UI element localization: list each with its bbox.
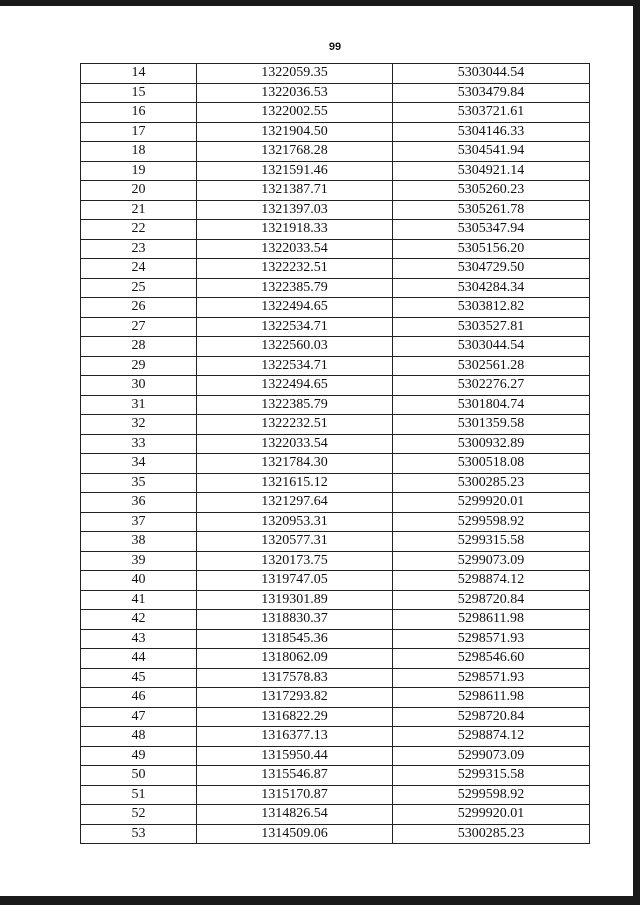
table-row [81, 200, 590, 220]
point-number-cell: 35 [81, 473, 197, 493]
x-coordinate-cell: 1321397.03 [197, 200, 393, 220]
y-coordinate-cell: 5301804.74 [393, 395, 590, 415]
y-coordinate-cell: 5303812.82 [393, 298, 590, 318]
x-coordinate-cell: 1321918.33 [197, 220, 393, 240]
table-row [81, 493, 590, 513]
y-coordinate-cell: 5304284.34 [393, 278, 590, 298]
y-coordinate-cell: 5298874.12 [393, 727, 590, 747]
y-coordinate-cell: 5305156.20 [393, 239, 590, 259]
y-coordinate-cell: 5298546.60 [393, 649, 590, 669]
point-number-cell: 50 [81, 766, 197, 786]
scan-border-bottom [0, 896, 640, 905]
x-coordinate-cell: 1322232.51 [197, 259, 393, 279]
table-row [81, 629, 590, 649]
x-coordinate-cell: 1321591.46 [197, 161, 393, 181]
x-coordinate-cell: 1315950.44 [197, 746, 393, 766]
x-coordinate-cell: 1315546.87 [197, 766, 393, 786]
x-coordinate-cell: 1314826.54 [197, 805, 393, 825]
y-coordinate-cell: 5305347.94 [393, 220, 590, 240]
x-coordinate-cell: 1321904.50 [197, 122, 393, 142]
coordinates-table [80, 63, 590, 844]
point-number-cell: 33 [81, 434, 197, 454]
table-row [81, 551, 590, 571]
y-coordinate-cell: 5301359.58 [393, 415, 590, 435]
x-coordinate-cell: 1317293.82 [197, 688, 393, 708]
coordinates-table-body [81, 64, 590, 844]
x-coordinate-cell: 1322033.54 [197, 239, 393, 259]
table-row [81, 824, 590, 844]
x-coordinate-cell: 1322059.35 [197, 64, 393, 84]
x-coordinate-cell: 1316377.13 [197, 727, 393, 747]
point-number-cell: 49 [81, 746, 197, 766]
table-row [81, 610, 590, 630]
y-coordinate-cell: 5303044.54 [393, 337, 590, 357]
point-number-cell: 20 [81, 181, 197, 201]
page-number: 99 [328, 41, 342, 53]
point-number-cell: 28 [81, 337, 197, 357]
point-number-cell: 41 [81, 590, 197, 610]
table-row [81, 688, 590, 708]
scan-border-top [0, 0, 640, 6]
table-row [81, 83, 590, 103]
point-number-cell: 22 [81, 220, 197, 240]
point-number-cell: 44 [81, 649, 197, 669]
point-number-cell: 21 [81, 200, 197, 220]
x-coordinate-cell: 1322385.79 [197, 395, 393, 415]
point-number-cell: 30 [81, 376, 197, 396]
y-coordinate-cell: 5299598.92 [393, 512, 590, 532]
y-coordinate-cell: 5303044.54 [393, 64, 590, 84]
x-coordinate-cell: 1321768.28 [197, 142, 393, 162]
point-number-cell: 48 [81, 727, 197, 747]
x-coordinate-cell: 1320173.75 [197, 551, 393, 571]
y-coordinate-cell: 5302276.27 [393, 376, 590, 396]
y-coordinate-cell: 5299920.01 [393, 805, 590, 825]
point-number-cell: 18 [81, 142, 197, 162]
x-coordinate-cell: 1318062.09 [197, 649, 393, 669]
table-row [81, 161, 590, 181]
point-number-cell: 53 [81, 824, 197, 844]
table-row [81, 649, 590, 669]
y-coordinate-cell: 5300285.23 [393, 473, 590, 493]
table-row [81, 337, 590, 357]
table-row [81, 571, 590, 591]
point-number-cell: 51 [81, 785, 197, 805]
x-coordinate-cell: 1314509.06 [197, 824, 393, 844]
x-coordinate-cell: 1322494.65 [197, 376, 393, 396]
y-coordinate-cell: 5299315.58 [393, 532, 590, 552]
table-row [81, 805, 590, 825]
table-row [81, 122, 590, 142]
table-row [81, 181, 590, 201]
x-coordinate-cell: 1322534.71 [197, 356, 393, 376]
scan-border-right [633, 0, 640, 905]
x-coordinate-cell: 1321387.71 [197, 181, 393, 201]
x-coordinate-cell: 1319301.89 [197, 590, 393, 610]
y-coordinate-cell: 5299920.01 [393, 493, 590, 513]
table-row [81, 298, 590, 318]
point-number-cell: 37 [81, 512, 197, 532]
table-row [81, 239, 590, 259]
point-number-cell: 26 [81, 298, 197, 318]
y-coordinate-cell: 5300518.08 [393, 454, 590, 474]
table-row [81, 259, 590, 279]
y-coordinate-cell: 5298571.93 [393, 668, 590, 688]
point-number-cell: 38 [81, 532, 197, 552]
table-row [81, 317, 590, 337]
x-coordinate-cell: 1322002.55 [197, 103, 393, 123]
point-number-cell: 25 [81, 278, 197, 298]
point-number-cell: 42 [81, 610, 197, 630]
point-number-cell: 23 [81, 239, 197, 259]
y-coordinate-cell: 5304921.14 [393, 161, 590, 181]
point-number-cell: 46 [81, 688, 197, 708]
y-coordinate-cell: 5303479.84 [393, 83, 590, 103]
table-row [81, 473, 590, 493]
point-number-cell: 19 [81, 161, 197, 181]
point-number-cell: 43 [81, 629, 197, 649]
point-number-cell: 15 [81, 83, 197, 103]
point-number-cell: 32 [81, 415, 197, 435]
y-coordinate-cell: 5299073.09 [393, 551, 590, 571]
table-row [81, 278, 590, 298]
x-coordinate-cell: 1315170.87 [197, 785, 393, 805]
x-coordinate-cell: 1321297.64 [197, 493, 393, 513]
x-coordinate-cell: 1322232.51 [197, 415, 393, 435]
x-coordinate-cell: 1322534.71 [197, 317, 393, 337]
x-coordinate-cell: 1322385.79 [197, 278, 393, 298]
y-coordinate-cell: 5304541.94 [393, 142, 590, 162]
table-row [81, 590, 590, 610]
table-row [81, 103, 590, 123]
y-coordinate-cell: 5299315.58 [393, 766, 590, 786]
y-coordinate-cell: 5300932.89 [393, 434, 590, 454]
point-number-cell: 40 [81, 571, 197, 591]
point-number-cell: 29 [81, 356, 197, 376]
point-number-cell: 17 [81, 122, 197, 142]
table-row [81, 376, 590, 396]
x-coordinate-cell: 1322036.53 [197, 83, 393, 103]
table-row [81, 512, 590, 532]
x-coordinate-cell: 1322560.03 [197, 337, 393, 357]
point-number-cell: 34 [81, 454, 197, 474]
point-number-cell: 36 [81, 493, 197, 513]
table-row [81, 454, 590, 474]
y-coordinate-cell: 5302561.28 [393, 356, 590, 376]
table-row [81, 64, 590, 84]
point-number-cell: 14 [81, 64, 197, 84]
table-row [81, 434, 590, 454]
y-coordinate-cell: 5300285.23 [393, 824, 590, 844]
y-coordinate-cell: 5298720.84 [393, 707, 590, 727]
y-coordinate-cell: 5304729.50 [393, 259, 590, 279]
table-row [81, 395, 590, 415]
y-coordinate-cell: 5298874.12 [393, 571, 590, 591]
y-coordinate-cell: 5298611.98 [393, 688, 590, 708]
x-coordinate-cell: 1319747.05 [197, 571, 393, 591]
x-coordinate-cell: 1316822.29 [197, 707, 393, 727]
x-coordinate-cell: 1321615.12 [197, 473, 393, 493]
y-coordinate-cell: 5298571.93 [393, 629, 590, 649]
point-number-cell: 45 [81, 668, 197, 688]
x-coordinate-cell: 1320953.31 [197, 512, 393, 532]
table-row [81, 785, 590, 805]
x-coordinate-cell: 1318830.37 [197, 610, 393, 630]
table-row [81, 532, 590, 552]
point-number-cell: 47 [81, 707, 197, 727]
point-number-cell: 27 [81, 317, 197, 337]
y-coordinate-cell: 5303527.81 [393, 317, 590, 337]
y-coordinate-cell: 5304146.33 [393, 122, 590, 142]
x-coordinate-cell: 1322033.54 [197, 434, 393, 454]
x-coordinate-cell: 1317578.83 [197, 668, 393, 688]
table-row [81, 766, 590, 786]
point-number-cell: 52 [81, 805, 197, 825]
y-coordinate-cell: 5303721.61 [393, 103, 590, 123]
y-coordinate-cell: 5299073.09 [393, 746, 590, 766]
table-row [81, 220, 590, 240]
table-row [81, 746, 590, 766]
table-row [81, 142, 590, 162]
x-coordinate-cell: 1318545.36 [197, 629, 393, 649]
point-number-cell: 16 [81, 103, 197, 123]
point-number-cell: 24 [81, 259, 197, 279]
y-coordinate-cell: 5305260.23 [393, 181, 590, 201]
y-coordinate-cell: 5298720.84 [393, 590, 590, 610]
y-coordinate-cell: 5305261.78 [393, 200, 590, 220]
x-coordinate-cell: 1322494.65 [197, 298, 393, 318]
point-number-cell: 31 [81, 395, 197, 415]
x-coordinate-cell: 1321784.30 [197, 454, 393, 474]
y-coordinate-cell: 5298611.98 [393, 610, 590, 630]
table-row [81, 356, 590, 376]
x-coordinate-cell: 1320577.31 [197, 532, 393, 552]
y-coordinate-cell: 5299598.92 [393, 785, 590, 805]
table-row [81, 668, 590, 688]
table-row [81, 727, 590, 747]
table-row [81, 707, 590, 727]
table-row [81, 415, 590, 435]
point-number-cell: 39 [81, 551, 197, 571]
